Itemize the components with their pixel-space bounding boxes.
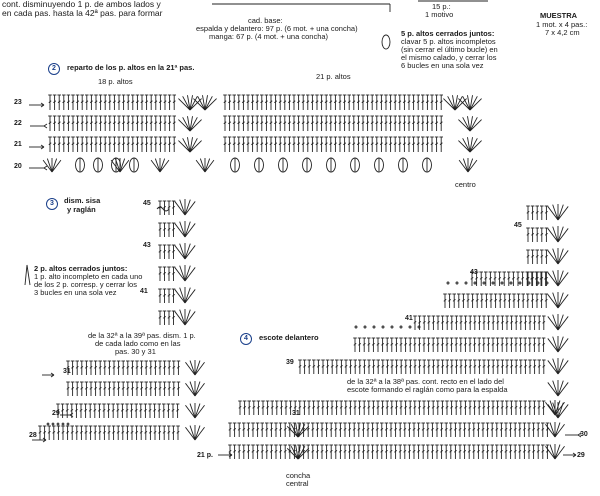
s3-row-41: 41 bbox=[140, 288, 148, 295]
shell-stitch bbox=[558, 315, 563, 330]
shell-stitch bbox=[185, 310, 190, 325]
sample-size: 7 x 4,2 cm bbox=[545, 28, 580, 37]
shell-stitch bbox=[555, 423, 560, 437]
shell-stitch bbox=[548, 250, 558, 264]
s4-row-29: 29 bbox=[577, 452, 585, 459]
legend-2-line-1: 1 p. alto incompleto en cada uno bbox=[34, 272, 143, 281]
s3-note-1: de la 32ª a la 39ª pas. dism. 1 p. bbox=[88, 331, 196, 340]
shell-stitch bbox=[190, 361, 195, 375]
chain-dot bbox=[409, 326, 411, 328]
shell-stitch bbox=[558, 404, 568, 418]
chain-dot bbox=[382, 326, 384, 328]
label-21-altos: 21 p. altos bbox=[316, 72, 351, 81]
legend-5-line-1: clavar 5 p. altos incompletos bbox=[401, 37, 496, 46]
shell-stitch bbox=[545, 446, 555, 459]
shell-stitch bbox=[558, 293, 563, 308]
shell-stitch bbox=[553, 381, 558, 396]
row-22: 22 bbox=[14, 120, 22, 127]
legend-2-line-2: de los 2 p. corresp. y cerrar los bbox=[34, 280, 137, 289]
section-2-title: reparto de los p. altos en la 21ª pas. bbox=[67, 63, 195, 72]
shell-stitch bbox=[550, 445, 555, 459]
shell-stitch bbox=[553, 227, 558, 242]
shell-stitch bbox=[553, 293, 558, 308]
s4-row-30: 30 bbox=[580, 431, 588, 438]
chain-dot bbox=[483, 282, 485, 284]
legend-5-line-3: el mismo calado, y cerrar los bbox=[401, 53, 497, 62]
row-arrow-head bbox=[44, 166, 47, 170]
shell-stitch bbox=[558, 228, 568, 242]
shell-stitch bbox=[190, 426, 195, 440]
chain-dot bbox=[62, 423, 64, 425]
shell-stitch bbox=[185, 222, 190, 237]
row-arrow-head bbox=[578, 433, 581, 437]
chain-dot bbox=[418, 326, 420, 328]
shell-stitch bbox=[555, 401, 560, 415]
section-3-title-2: y raglán bbox=[67, 205, 96, 214]
row-23: 23 bbox=[14, 99, 22, 106]
shell-stitch bbox=[196, 160, 205, 172]
shell-stitch bbox=[558, 272, 568, 286]
shell-stitch bbox=[185, 289, 195, 303]
chain-dot bbox=[519, 282, 521, 284]
legend-cluster-icon bbox=[382, 35, 390, 49]
shell-stitch bbox=[180, 200, 185, 215]
s4-row-41: 41 bbox=[405, 315, 413, 322]
shell-stitch bbox=[155, 159, 160, 172]
shell-stitch bbox=[468, 159, 473, 172]
shell-stitch bbox=[205, 160, 214, 172]
shell-stitch bbox=[558, 205, 563, 220]
shell-stitch bbox=[195, 427, 205, 440]
shell-stitch bbox=[185, 201, 195, 215]
shell-stitch bbox=[548, 360, 558, 374]
shell-stitch bbox=[205, 159, 210, 172]
section-3-badge: 3 bbox=[46, 198, 58, 210]
shell-stitch bbox=[175, 267, 185, 281]
shell-stitch bbox=[550, 423, 555, 437]
sample-motif: 1 mot. x 4 pas.: bbox=[536, 20, 588, 29]
s3-row-43: 43 bbox=[143, 242, 151, 249]
shell-stitch bbox=[43, 160, 52, 172]
shell-stitch bbox=[52, 159, 57, 172]
shell-stitch bbox=[558, 359, 563, 374]
shell-stitch bbox=[548, 338, 558, 352]
s4-note-2: escote formando el raglán como para la espalda bbox=[347, 385, 508, 394]
centro-label: centro bbox=[455, 180, 476, 189]
shell-stitch bbox=[185, 383, 195, 396]
shell-stitch bbox=[151, 160, 160, 172]
sample-title: MUESTRA bbox=[540, 11, 578, 20]
s3-row-29: 29 bbox=[52, 410, 60, 417]
intro-line-1: cont. disminuyendo 1 p. de ambos lados y bbox=[2, 0, 161, 9]
shell-stitch bbox=[52, 160, 61, 172]
shell-stitch bbox=[553, 271, 558, 286]
chain-dot bbox=[364, 326, 366, 328]
section-4-title: escote delantero bbox=[259, 333, 319, 342]
shell-stitch bbox=[548, 206, 558, 220]
shell-stitch bbox=[185, 311, 195, 325]
section-2-badge: 2 bbox=[48, 63, 60, 75]
shell-stitch bbox=[548, 294, 558, 308]
shell-stitch bbox=[160, 160, 169, 172]
legend-2-icon bbox=[25, 265, 30, 285]
chain-dot bbox=[465, 282, 467, 284]
legend-5-line-2: (sin cerrar el último bucle) en bbox=[401, 45, 498, 54]
shell-stitch bbox=[160, 159, 165, 172]
shell-stitch bbox=[558, 337, 563, 352]
shell-stitch bbox=[175, 223, 185, 237]
intro-line-2: en cada pas. hasta la 42ª pas. para formar bbox=[2, 8, 163, 18]
shell-stitch bbox=[185, 245, 195, 259]
chain-dot bbox=[537, 282, 539, 284]
shell-stitch bbox=[195, 383, 205, 396]
shell-stitch bbox=[175, 201, 185, 215]
cad-base-manga: manga: 67 p. (4 mot. + una concha) bbox=[209, 32, 329, 41]
shell-stitch bbox=[555, 446, 565, 459]
chain-dot bbox=[47, 423, 49, 425]
shell-stitch bbox=[185, 427, 195, 440]
shell-stitch bbox=[195, 382, 200, 396]
label-18-altos: 18 p. altos bbox=[98, 77, 133, 86]
row-20: 20 bbox=[14, 163, 22, 170]
s4-row-21p: 21 p. bbox=[197, 452, 213, 459]
motif-size: 15 p.: bbox=[432, 2, 451, 11]
shell-stitch bbox=[185, 200, 190, 215]
shell-stitch bbox=[195, 361, 200, 375]
s3-note-2: de cada lado como en las bbox=[95, 339, 181, 348]
chain-dot bbox=[474, 282, 476, 284]
shell-stitch bbox=[558, 206, 568, 220]
s4-note-1: de la 32ª a la 38ª pas. cont. recto en el lado del bbox=[347, 377, 504, 386]
shell-stitch bbox=[185, 244, 190, 259]
chain-dot bbox=[528, 282, 530, 284]
cad-base-body: espalda y delantero: 97 p. (6 mot. + una concha) bbox=[196, 24, 358, 33]
s3-row-45: 45 bbox=[143, 200, 151, 207]
shell-stitch bbox=[555, 445, 560, 459]
section-3-title-1: dism. sisa bbox=[64, 196, 101, 205]
s3-row-31: 31 bbox=[63, 368, 71, 375]
shell-stitch bbox=[545, 424, 555, 437]
shell-stitch bbox=[180, 288, 185, 303]
row-21: 21 bbox=[14, 141, 22, 148]
shell-stitch bbox=[180, 310, 185, 325]
chain-dot bbox=[355, 326, 357, 328]
shell-stitch bbox=[558, 294, 568, 308]
chain-dot bbox=[456, 282, 458, 284]
shell-stitch bbox=[558, 227, 563, 242]
legend-5-title: 5 p. altos cerrados juntos: bbox=[401, 29, 495, 38]
chain-dot bbox=[400, 326, 402, 328]
shell-stitch bbox=[548, 382, 558, 396]
shell-stitch bbox=[553, 337, 558, 352]
chain-dot bbox=[492, 282, 494, 284]
shell-stitch bbox=[190, 382, 195, 396]
shell-stitch bbox=[195, 362, 205, 375]
shell-stitch bbox=[558, 316, 568, 330]
shell-stitch bbox=[185, 405, 195, 418]
chain-dot bbox=[373, 326, 375, 328]
shell-stitch bbox=[190, 404, 195, 418]
shell-stitch bbox=[120, 160, 129, 172]
shell-stitch bbox=[185, 223, 195, 237]
shell-stitch bbox=[200, 159, 205, 172]
shell-stitch bbox=[459, 160, 468, 172]
shell-stitch bbox=[180, 222, 185, 237]
chain-dot bbox=[52, 423, 54, 425]
shell-stitch bbox=[548, 228, 558, 242]
shell-stitch bbox=[548, 316, 558, 330]
shell-stitch bbox=[558, 360, 568, 374]
s4-row-31: 31 bbox=[292, 410, 300, 417]
shell-stitch bbox=[175, 311, 185, 325]
chain-dot bbox=[391, 326, 393, 328]
shell-stitch bbox=[195, 426, 200, 440]
dec-mark bbox=[157, 207, 169, 211]
concha-label-1: concha bbox=[286, 471, 311, 480]
shell-stitch bbox=[180, 244, 185, 259]
shell-stitch bbox=[558, 381, 563, 396]
s3-note-3: pas. 30 y 31 bbox=[115, 347, 156, 356]
shell-stitch bbox=[180, 266, 185, 281]
shell-stitch bbox=[175, 245, 185, 259]
shell-stitch bbox=[558, 249, 563, 264]
shell-stitch bbox=[558, 250, 568, 264]
legend-2-line-3: 3 bucles en una sola vez bbox=[34, 288, 117, 297]
chain-dot bbox=[546, 282, 548, 284]
shell-stitch bbox=[553, 249, 558, 264]
s4-row-43: 43 bbox=[470, 269, 478, 276]
shell-stitch bbox=[185, 266, 190, 281]
shell-stitch bbox=[195, 404, 200, 418]
shell-stitch bbox=[558, 338, 568, 352]
shell-stitch bbox=[185, 362, 195, 375]
shell-stitch bbox=[175, 289, 185, 303]
shell-stitch bbox=[553, 315, 558, 330]
shell-stitch bbox=[553, 359, 558, 374]
row-arrow-head bbox=[44, 124, 47, 128]
shell-stitch bbox=[463, 159, 468, 172]
concha-label-2: central bbox=[286, 479, 309, 488]
chain-dot bbox=[501, 282, 503, 284]
motif-label: 1 motivo bbox=[425, 10, 454, 19]
shell-stitch bbox=[558, 382, 568, 396]
shell-stitch bbox=[553, 205, 558, 220]
cad-base-title: cad. base: bbox=[248, 16, 283, 25]
legend-5-line-4: 6 bucles en una sola vez bbox=[401, 61, 484, 70]
shell-stitch bbox=[468, 160, 477, 172]
shell-stitch bbox=[185, 288, 190, 303]
chain-dot bbox=[67, 423, 69, 425]
shell-stitch bbox=[558, 271, 563, 286]
s3-row-28: 28 bbox=[29, 432, 37, 439]
s4-row-39: 39 bbox=[286, 359, 294, 366]
chain-dot bbox=[57, 423, 59, 425]
shell-stitch bbox=[548, 272, 558, 286]
shell-stitch bbox=[555, 424, 565, 437]
s4-row-45: 45 bbox=[514, 222, 522, 229]
shell-stitch bbox=[47, 159, 52, 172]
section-4-badge: 4 bbox=[240, 333, 252, 345]
legend-2-title: 2 p. altos cerrados juntos: bbox=[34, 264, 128, 273]
shell-stitch bbox=[185, 267, 195, 281]
shell-stitch bbox=[195, 405, 205, 418]
chain-dot bbox=[510, 282, 512, 284]
chain-dot bbox=[447, 282, 449, 284]
